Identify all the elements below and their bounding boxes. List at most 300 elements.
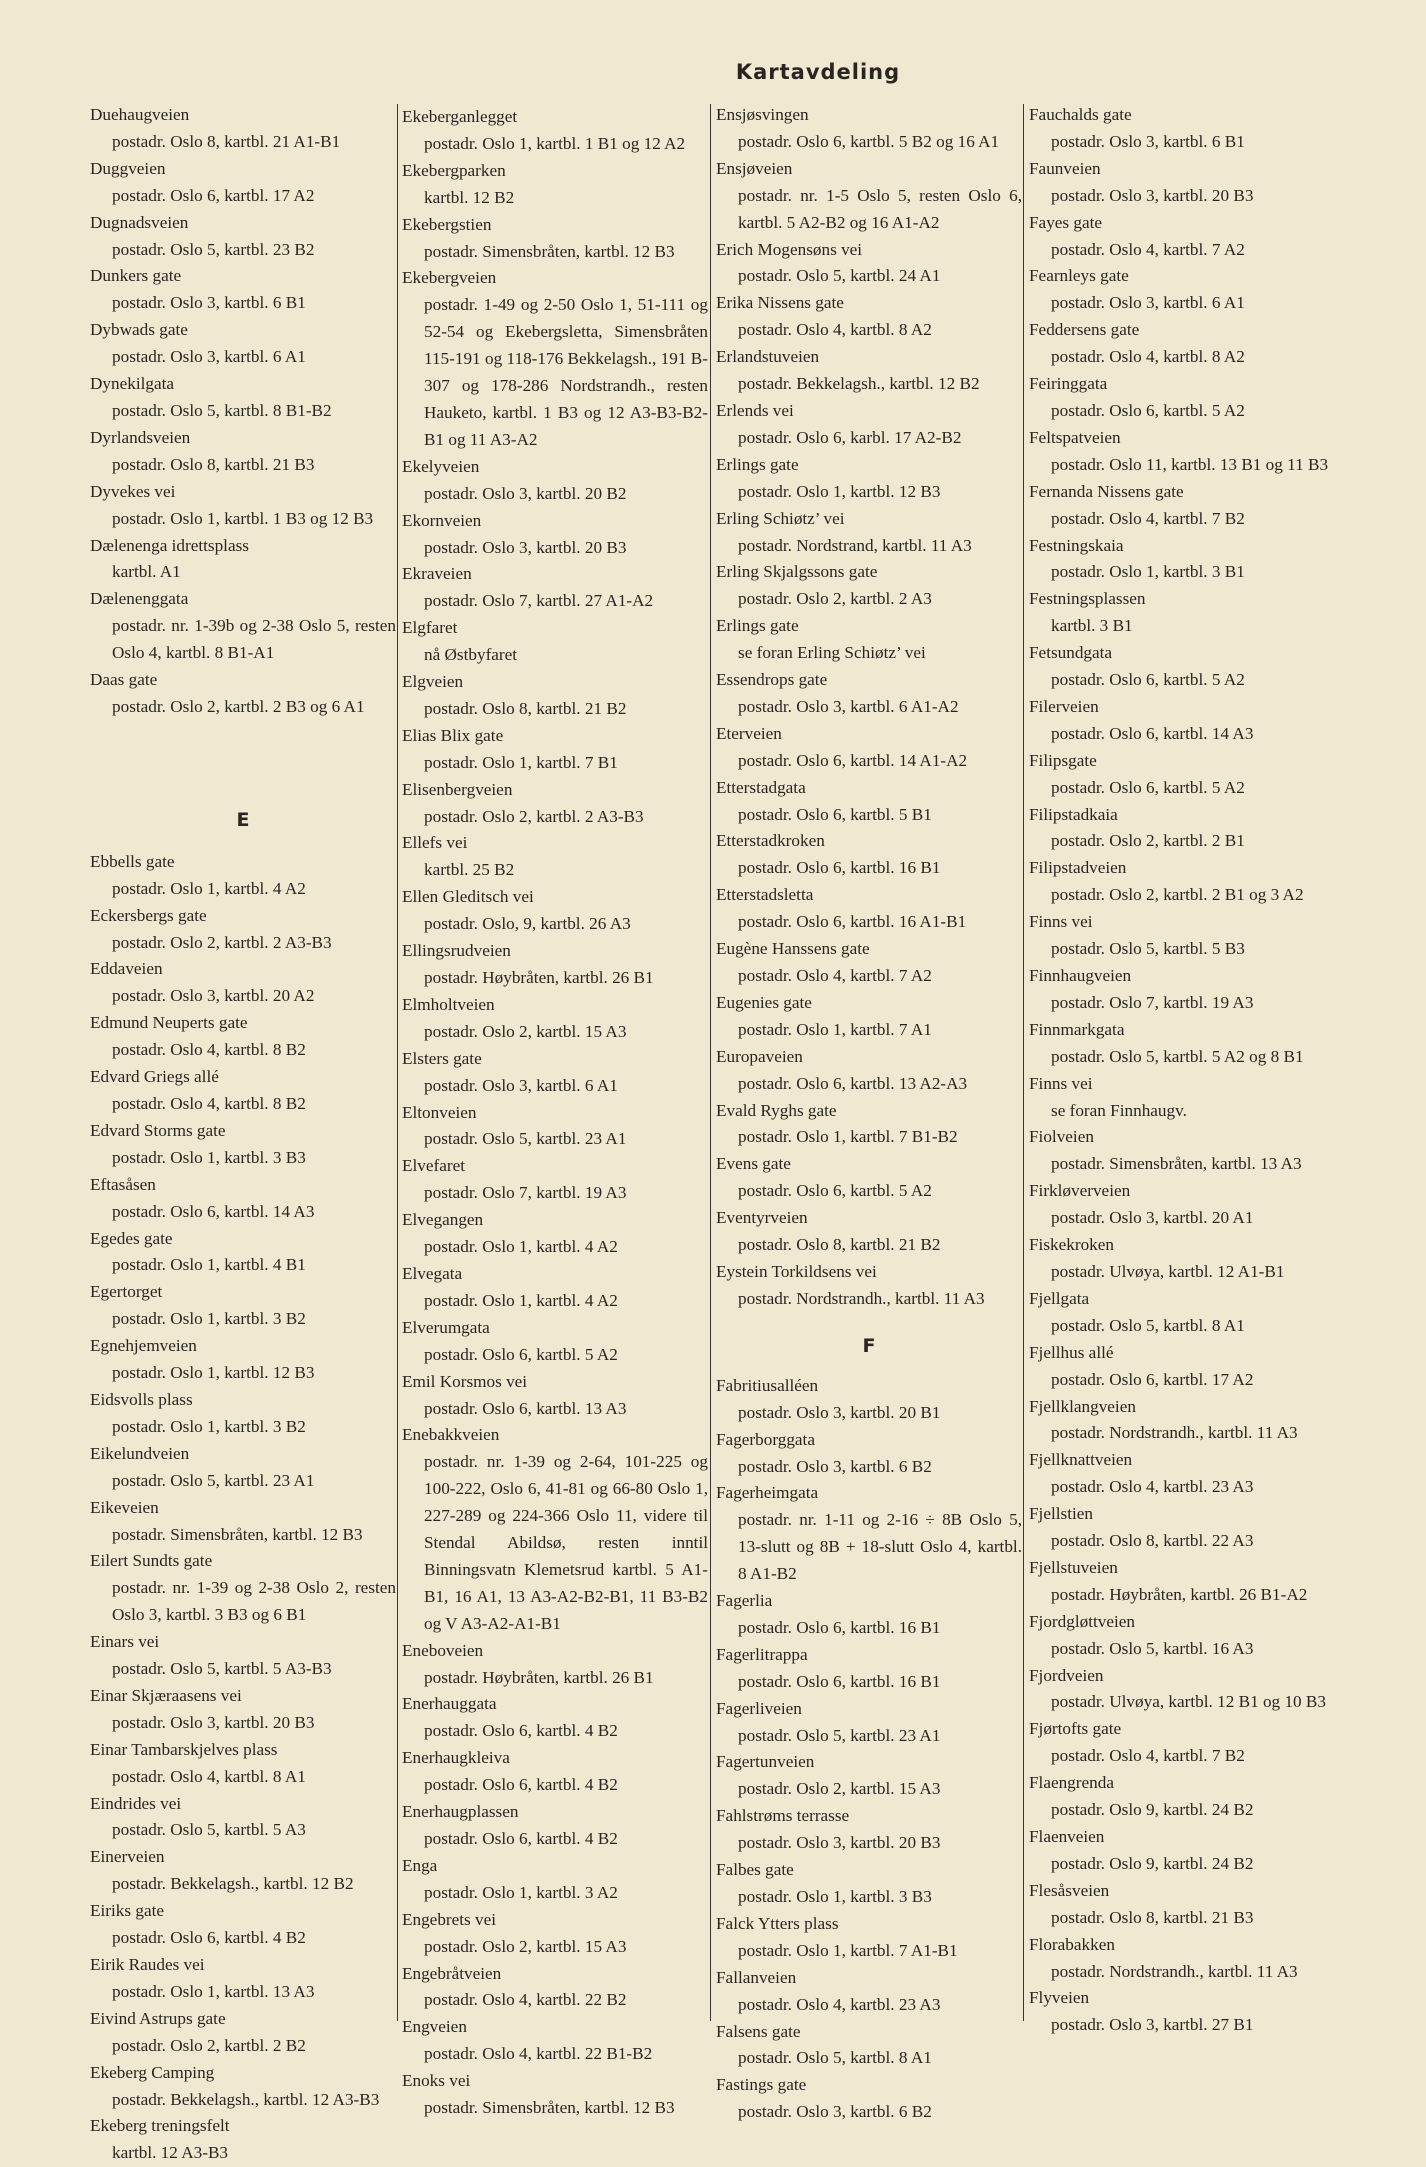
street-details: postadr. Simensbråten, kartbl. 13 A3 bbox=[1051, 1154, 1302, 1174]
street-details: postadr. Oslo 8, kartbl. 21 B2 bbox=[738, 1235, 941, 1255]
street-entry bbox=[716, 1749, 1022, 1803]
street-entry bbox=[1029, 640, 1335, 694]
street-name: Daas gate bbox=[90, 670, 158, 690]
street-entry bbox=[716, 2072, 1022, 2126]
street-name: Eivind Astrups gate bbox=[90, 2008, 226, 2028]
street-entry bbox=[1029, 1932, 1335, 1986]
street-entry bbox=[716, 1642, 1022, 1696]
street-name: Europaveien bbox=[716, 1046, 803, 1066]
street-details: postadr. Oslo 6, kartbl. 4 B2 bbox=[424, 1721, 618, 1741]
street-details: postadr. Oslo 3, kartbl. 6 A1 bbox=[1051, 293, 1245, 313]
street-details: postadr. Oslo 1, kartbl. 3 A2 bbox=[424, 1882, 618, 1902]
street-name: Duggveien bbox=[90, 158, 166, 178]
street-entry bbox=[716, 775, 1022, 829]
street-name: Elisenbergveien bbox=[402, 779, 513, 799]
street-entry bbox=[716, 1098, 1022, 1152]
street-name: Fjordgløttveien bbox=[1029, 1611, 1135, 1631]
street-entry bbox=[90, 2060, 396, 2114]
street-name: Egnehjemveien bbox=[90, 1336, 197, 1356]
street-details: postadr. Oslo 1, kartbl. 3 B3 bbox=[112, 1147, 306, 1167]
street-name: Erlings gate bbox=[716, 616, 799, 636]
street-name: Festningskaia bbox=[1029, 535, 1124, 555]
street-name: Fauchalds gate bbox=[1029, 105, 1132, 124]
street-details: postadr. Oslo 3, kartbl. 27 B1 bbox=[1051, 2015, 1254, 2035]
street-name: Filipstadkaia bbox=[1029, 804, 1118, 824]
street-entry bbox=[716, 721, 1022, 775]
street-entry bbox=[716, 1427, 1022, 1481]
street-entry bbox=[716, 1480, 1022, 1588]
street-details: postadr. Oslo 5, kartbl. 8 B1-B2 bbox=[112, 400, 332, 420]
street-name: Einar Skjæraasens vei bbox=[90, 1685, 242, 1705]
street-details: postadr. Nordstrandh., kartbl. 11 A3 bbox=[1051, 1423, 1298, 1443]
street-details: postadr. Oslo 6, kartbl. 5 A2 bbox=[1051, 777, 1245, 797]
street-entry bbox=[402, 508, 708, 562]
street-entry bbox=[402, 1315, 708, 1369]
street-entry bbox=[402, 723, 708, 777]
street-entry bbox=[90, 371, 396, 425]
street-entry bbox=[1029, 371, 1335, 425]
street-name: Faunveien bbox=[1029, 158, 1101, 178]
street-details: postadr. Oslo 4, kartbl. 7 B2 bbox=[1051, 1746, 1245, 1766]
street-details: postadr. Høybråten, kartbl. 26 B1 bbox=[424, 968, 654, 987]
street-name: Dyrlandsveien bbox=[90, 427, 191, 447]
street-name: Feltspatveien bbox=[1029, 427, 1121, 447]
street-details: postadr. Oslo 6, kartbl. 5 A2 bbox=[738, 1181, 932, 1201]
street-entry bbox=[90, 1952, 396, 2006]
street-name: Etterstadsletta bbox=[716, 885, 814, 905]
street-entry bbox=[1029, 102, 1335, 156]
street-details: postadr. nr. 1-11 og 2-16 ÷ 8B Oslo 5, 13-slutt og 8B + 18-slutt Oslo 4, kartbl. 8 A1-B2 bbox=[738, 1510, 1022, 1584]
street-details: postadr. Oslo 3, kartbl. 20 B3 bbox=[738, 1833, 941, 1853]
street-name: Ekebergstien bbox=[402, 214, 492, 234]
street-entry bbox=[1029, 909, 1335, 963]
street-details: postadr. Oslo 1, kartbl. 1 B3 og 12 B3 bbox=[112, 508, 374, 528]
street-entry bbox=[90, 903, 396, 957]
street-entry bbox=[716, 2019, 1022, 2073]
street-entry bbox=[1029, 425, 1335, 479]
street-details: postadr. Oslo 6, kartbl. 5 A2 bbox=[1051, 400, 1245, 420]
street-entry bbox=[716, 1965, 1022, 2019]
street-details: postadr. Oslo 2, kartbl. 2 A3 bbox=[738, 589, 932, 609]
street-entry bbox=[402, 1046, 708, 1100]
street-entry bbox=[90, 1898, 396, 1952]
street-name: Fagerheimgata bbox=[716, 1483, 819, 1503]
street-name: Fjørtofts gate bbox=[1029, 1719, 1122, 1739]
street-details: postadr. Oslo 6, kartbl. 5 B2 og 16 A1 bbox=[738, 131, 1000, 151]
street-details: postadr. Oslo 3, kartbl. 6 A1-A2 bbox=[738, 696, 959, 716]
street-entry bbox=[1029, 1071, 1335, 1125]
street-details: postadr. Oslo 6, kartbl. 4 B2 bbox=[424, 1829, 618, 1848]
street-details: nå Østbyfaret bbox=[424, 645, 518, 665]
street-name: Eiriks gate bbox=[90, 1901, 164, 1921]
street-details: kartbl. 12 A3-B3 bbox=[112, 2143, 229, 2163]
street-name: Erlings gate bbox=[716, 454, 799, 474]
column-rule bbox=[710, 104, 711, 2021]
street-name: Ellefs vei bbox=[402, 833, 468, 853]
street-entry bbox=[1029, 1340, 1335, 1394]
street-details: postadr. Oslo 5, kartbl. 8 A1 bbox=[1051, 1315, 1245, 1335]
street-details: postadr. Simensbråten, kartbl. 12 B3 bbox=[112, 1524, 363, 1544]
street-name: Ekeberg Camping bbox=[90, 2062, 215, 2082]
street-name: Fahlstrøms terrasse bbox=[716, 1806, 850, 1826]
street-entry bbox=[402, 2068, 708, 2122]
street-details: postadr. Oslo 5, kartbl. 24 A1 bbox=[738, 266, 941, 286]
street-details: postadr. Oslo 4, kartbl. 8 A2 bbox=[738, 320, 932, 340]
street-name: Eidsvolls plass bbox=[90, 1389, 193, 1409]
street-name: Fjellstuveien bbox=[1029, 1557, 1118, 1577]
street-details: postadr. Oslo 6, kartbl. 16 B1 bbox=[738, 858, 941, 878]
street-name: Elvegata bbox=[402, 1263, 463, 1283]
street-details: postadr. Bekkelagsh., kartbl. 12 A3-B3 bbox=[112, 2089, 380, 2109]
street-entry bbox=[402, 561, 708, 615]
street-details: postadr. Oslo 1, kartbl. 13 A3 bbox=[112, 1981, 315, 2001]
street-details: postadr. Oslo 1, kartbl. 3 B1 bbox=[1051, 562, 1245, 582]
street-name: Egertorget bbox=[90, 1282, 163, 1302]
street-entry bbox=[716, 667, 1022, 721]
street-details: postadr. Nordstrand, kartbl. 11 A3 bbox=[738, 535, 972, 555]
street-entry bbox=[402, 1369, 708, 1423]
street-name: Flaengrenda bbox=[1029, 1773, 1114, 1793]
street-entry bbox=[716, 1373, 1022, 1427]
street-details: kartbl. 12 B2 bbox=[424, 187, 515, 207]
street-details: postadr. nr. 1-5 Oslo 5, resten Oslo 6, kartbl. 5 A2-B2 og 16 A1-A2 bbox=[738, 185, 1022, 232]
street-entry bbox=[90, 1683, 396, 1737]
street-name: Enebakkveien bbox=[402, 1425, 500, 1445]
street-entry bbox=[402, 1691, 708, 1745]
street-name: Enoks vei bbox=[402, 2071, 471, 2091]
street-name: Feiringgata bbox=[1029, 374, 1108, 394]
street-name: Eckersbergs gate bbox=[90, 905, 207, 925]
street-entry bbox=[90, 533, 396, 587]
street-entry bbox=[716, 398, 1022, 452]
street-details: postadr. Oslo 6, kartbl. 14 A1-A2 bbox=[738, 750, 968, 770]
street-entry bbox=[716, 1588, 1022, 1642]
street-entry bbox=[90, 1172, 396, 1226]
street-details: postadr. Oslo 6, kartbl. 17 A2 bbox=[112, 185, 315, 205]
street-entry bbox=[1029, 855, 1335, 909]
street-details: postadr. Oslo 2, kartbl. 15 A3 bbox=[738, 1779, 941, 1799]
street-name: Filipsgate bbox=[1029, 750, 1097, 770]
street-entry bbox=[716, 344, 1022, 398]
street-entry bbox=[1029, 1878, 1335, 1932]
street-name: Fayes gate bbox=[1029, 212, 1103, 232]
street-details: postadr. Oslo 8, kartbl. 21 B3 bbox=[1051, 1907, 1254, 1927]
street-details: postadr. Oslo 8, kartbl. 21 A1-B1 bbox=[112, 131, 341, 151]
street-name: Engebråtveien bbox=[402, 1963, 502, 1983]
street-name: Flyveien bbox=[1029, 1988, 1090, 2008]
street-entry bbox=[716, 452, 1022, 506]
street-details: postadr. Oslo 4, kartbl. 8 B2 bbox=[112, 1094, 306, 1113]
street-details: postadr. Oslo 3, kartbl. 20 A1 bbox=[1051, 1208, 1254, 1228]
street-name: Firkløverveien bbox=[1029, 1181, 1131, 1201]
street-details: postadr. Nordstrandh., kartbl. 11 A3 bbox=[738, 1288, 985, 1308]
street-entry bbox=[402, 777, 708, 831]
street-entry bbox=[1029, 1394, 1335, 1448]
street-details: postadr. Oslo 3, kartbl. 20 B3 bbox=[112, 1712, 315, 1732]
street-entry bbox=[402, 615, 708, 669]
street-name: Ekelyveien bbox=[402, 456, 480, 476]
street-name: Eikeveien bbox=[90, 1497, 159, 1517]
street-name: Essendrops gate bbox=[716, 670, 828, 690]
street-name: Fiskekroken bbox=[1029, 1235, 1114, 1255]
street-details: postadr. Oslo 3, kartbl. 20 A2 bbox=[112, 986, 315, 1006]
street-name: Finnmarkgata bbox=[1029, 1019, 1125, 1039]
index-column-3 bbox=[716, 102, 1022, 2126]
street-details: postadr. Oslo 5, kartbl. 5 A3 bbox=[112, 1820, 306, 1840]
street-name: Enerhaugplassen bbox=[402, 1802, 519, 1822]
street-entry bbox=[90, 1064, 396, 1118]
street-entry bbox=[402, 1100, 708, 1154]
street-entry bbox=[1029, 1663, 1335, 1717]
street-entry bbox=[716, 1857, 1022, 1911]
street-name: Etterstadgata bbox=[716, 777, 806, 797]
street-entry bbox=[1029, 802, 1335, 856]
street-name: Ekebergveien bbox=[402, 268, 497, 288]
street-name: Erlandstuveien bbox=[716, 347, 820, 367]
street-name: Dunkers gate bbox=[90, 266, 182, 286]
index-column-4 bbox=[1029, 102, 1335, 2039]
street-details: postadr. Oslo 1, kartbl. 3 B2 bbox=[112, 1309, 306, 1329]
street-entry bbox=[90, 317, 396, 371]
street-name: Evald Ryghs gate bbox=[716, 1100, 837, 1120]
street-name: Flesåsveien bbox=[1029, 1880, 1110, 1900]
street-entry bbox=[1029, 1824, 1335, 1878]
street-details: postadr. Oslo 3, kartbl. 6 B2 bbox=[738, 2102, 932, 2122]
street-details: postadr. Oslo 3, kartbl. 6 B1 bbox=[1051, 131, 1245, 151]
street-details: postadr. Oslo 1, kartbl. 7 B1 bbox=[424, 752, 618, 772]
street-entry bbox=[402, 2014, 708, 2068]
street-entry bbox=[1029, 533, 1335, 587]
street-details: postadr. Oslo 6, kartbl. 4 B2 bbox=[112, 1928, 306, 1948]
street-name: Fjellhus allé bbox=[1029, 1342, 1114, 1362]
street-details: postadr. Oslo 7, kartbl. 19 A3 bbox=[424, 1183, 627, 1203]
street-entry bbox=[90, 1226, 396, 1280]
street-details: postadr. Oslo 5, kartbl. 5 A2 og 8 B1 bbox=[1051, 1046, 1304, 1066]
street-name: Elgveien bbox=[402, 672, 464, 692]
street-name: Finnhaugveien bbox=[1029, 966, 1132, 985]
street-entry bbox=[716, 1205, 1022, 1259]
street-details: postadr. Oslo 1, kartbl. 3 B3 bbox=[738, 1887, 932, 1906]
street-details: postadr. Oslo 6, kartbl. 4 B2 bbox=[424, 1775, 618, 1795]
street-entry bbox=[1029, 1770, 1335, 1824]
street-details: postadr. Oslo 6, kartbl. 13 A2-A3 bbox=[738, 1073, 968, 1093]
street-name: Elsters gate bbox=[402, 1048, 482, 1068]
street-name: Eneboveien bbox=[402, 1640, 484, 1660]
street-name: Etterstadkroken bbox=[716, 831, 825, 851]
street-details: postadr. Oslo 1, kartbl. 3 B2 bbox=[112, 1416, 306, 1436]
street-details: postadr. Oslo 4, kartbl. 7 A2 bbox=[1051, 239, 1245, 259]
street-entry bbox=[1029, 1124, 1335, 1178]
street-details: postadr. Oslo 3, kartbl. 6 B1 bbox=[112, 293, 306, 313]
street-entry bbox=[402, 454, 708, 508]
street-entry bbox=[716, 506, 1022, 560]
street-entry bbox=[90, 1629, 396, 1683]
street-entry bbox=[716, 102, 1022, 156]
street-name: Ekebergparken bbox=[402, 160, 506, 180]
street-name: Edmund Neuperts gate bbox=[90, 1013, 248, 1033]
street-name: Eindrides vei bbox=[90, 1793, 182, 1813]
street-name: Eystein Torkildsens vei bbox=[716, 1261, 877, 1281]
street-details: postadr. Oslo 4, kartbl. 8 A2 bbox=[1051, 347, 1245, 367]
street-name: Ebbells gate bbox=[90, 851, 175, 871]
street-name: Dugnadsveien bbox=[90, 212, 189, 232]
street-details: postadr. nr. 1-39 og 2-64, 101-225 og 100-222, Oslo 6, 41-81 og 66-80 Oslo 1, 227-289 og 224-366 Oslo 11, videre til Stendal Abildsø, resten inntil Binningsvatn Klemetsrud kartbl. 5 A1-B1, 16 A1, 13 A3-A2-B2-B1, 11 B3-B2 og V A3-A2-A1-B1 bbox=[424, 1452, 708, 1633]
street-entry bbox=[1029, 963, 1335, 1017]
street-name: Edvard Griegs allé bbox=[90, 1067, 219, 1087]
street-details: postadr. Oslo 7, kartbl. 19 A3 bbox=[1051, 992, 1254, 1012]
street-name: Finns vei bbox=[1029, 912, 1093, 932]
street-details: postadr. Oslo 6, kartbl. 16 A1-B1 bbox=[738, 912, 967, 932]
street-name: Erling Schiøtz’ vei bbox=[716, 508, 845, 528]
street-name: Dyvekes vei bbox=[90, 481, 176, 501]
street-name: Enerhauggata bbox=[402, 1694, 497, 1714]
street-entry bbox=[90, 479, 396, 533]
street-entry bbox=[402, 104, 708, 158]
street-name: Fabritiusalléen bbox=[716, 1375, 819, 1395]
street-details: postadr. Oslo 5, kartbl. 23 A1 bbox=[424, 1129, 627, 1149]
street-details: postadr. Oslo 6, kartbl. 16 B1 bbox=[738, 1671, 941, 1691]
street-name: Eddaveien bbox=[90, 959, 163, 979]
street-details: postadr. Bekkelagsh., kartbl. 12 B2 bbox=[112, 1874, 354, 1894]
street-entry bbox=[402, 992, 708, 1046]
street-details: postadr. Oslo 2, kartbl. 2 B1 bbox=[1051, 831, 1245, 851]
street-name: Fearnleys gate bbox=[1029, 266, 1129, 286]
street-details: postadr. Oslo 5, kartbl. 23 A1 bbox=[738, 1725, 941, 1745]
street-details: postadr. Oslo 5, kartbl. 23 B2 bbox=[112, 239, 315, 259]
street-entry bbox=[90, 425, 396, 479]
street-entry bbox=[402, 1207, 708, 1261]
street-name: Falbes gate bbox=[716, 1860, 794, 1880]
street-entry bbox=[90, 2113, 396, 2167]
street-name: Fjellgata bbox=[1029, 1288, 1090, 1308]
street-name: Fjellstien bbox=[1029, 1504, 1093, 1524]
street-name: Elgfaret bbox=[402, 618, 458, 638]
street-details: postadr. Oslo 6, kartbl. 13 A3 bbox=[424, 1398, 627, 1418]
street-details: postadr. Oslo 6, kartbl. 17 A2 bbox=[1051, 1369, 1254, 1389]
street-entry bbox=[90, 2006, 396, 2060]
street-entry bbox=[90, 1791, 396, 1845]
street-details: postadr. Oslo 2, kartbl. 2 B1 og 3 A2 bbox=[1051, 885, 1304, 905]
street-name: Enga bbox=[402, 1855, 438, 1875]
street-entry bbox=[402, 1907, 708, 1961]
street-name: Elmholtveien bbox=[402, 994, 495, 1014]
street-details: postadr. Simensbråten, kartbl. 12 B3 bbox=[424, 2098, 675, 2118]
street-name: Dynekilgata bbox=[90, 374, 174, 394]
street-entry bbox=[90, 1495, 396, 1549]
street-details: postadr. Oslo 1, kartbl. 4 B1 bbox=[112, 1255, 306, 1275]
street-entry bbox=[90, 1737, 396, 1791]
street-details: postadr. Oslo 4, kartbl. 8 A1 bbox=[112, 1766, 306, 1786]
street-entry bbox=[90, 849, 396, 903]
street-entry bbox=[716, 290, 1022, 344]
street-details: postadr. Oslo 3, kartbl. 20 B2 bbox=[424, 483, 627, 503]
street-details: postadr. Oslo 2, kartbl. 2 B2 bbox=[112, 2035, 306, 2055]
street-details: postadr. Oslo 1, kartbl. 12 B3 bbox=[112, 1363, 315, 1383]
street-details: postadr. Oslo 5, kartbl. 5 B3 bbox=[1051, 939, 1245, 959]
street-name: Fagerlia bbox=[716, 1591, 773, 1611]
street-details: postadr. Oslo 3, kartbl. 20 B1 bbox=[738, 1402, 941, 1422]
street-entry bbox=[1029, 586, 1335, 640]
street-entry bbox=[90, 1333, 396, 1387]
column-rule bbox=[1023, 104, 1024, 2021]
street-name: Festningsplassen bbox=[1029, 589, 1146, 609]
index-column-2 bbox=[402, 104, 708, 2122]
street-details: postadr. Oslo 3, kartbl. 6 A1 bbox=[112, 347, 306, 367]
street-name: Eugenies gate bbox=[716, 992, 812, 1012]
section-letter: F bbox=[862, 1334, 876, 1357]
street-details: postadr. Oslo 3, kartbl. 20 B3 bbox=[424, 537, 627, 557]
street-entry bbox=[1029, 1447, 1335, 1501]
street-entry bbox=[402, 938, 708, 992]
street-details: postadr. Oslo 4, kartbl. 7 A2 bbox=[738, 966, 932, 985]
street-entry bbox=[90, 1010, 396, 1064]
street-details: postadr. Oslo 2, kartbl. 15 A3 bbox=[424, 1021, 627, 1041]
street-entry bbox=[1029, 1232, 1335, 1286]
street-name: Erich Mogensøns vei bbox=[716, 239, 863, 259]
street-name: Ekeberganlegget bbox=[402, 107, 518, 126]
street-entry bbox=[90, 102, 396, 156]
street-details: postadr. Oslo 4, kartbl. 23 A3 bbox=[1051, 1477, 1254, 1497]
street-name: Flaenveien bbox=[1029, 1827, 1105, 1846]
street-details: postadr. Oslo 5, kartbl. 8 A1 bbox=[738, 2048, 932, 2068]
street-details: postadr. Oslo 6, kartbl. 16 B1 bbox=[738, 1617, 941, 1637]
street-entry bbox=[1029, 1286, 1335, 1340]
street-name: Fjellklangveien bbox=[1029, 1396, 1136, 1416]
street-entry bbox=[402, 1853, 708, 1907]
street-name: Filipstadveien bbox=[1029, 858, 1127, 878]
street-entry bbox=[716, 828, 1022, 882]
street-entry bbox=[1029, 156, 1335, 210]
street-details: postadr. Oslo 4, kartbl. 8 B2 bbox=[112, 1040, 306, 1060]
street-entry bbox=[1029, 1985, 1335, 2039]
street-name: Ekeberg treningsfelt bbox=[90, 2116, 230, 2136]
street-details: postadr. Oslo 2, kartbl. 2 A3-B3 bbox=[112, 932, 332, 952]
street-name: Erika Nissens gate bbox=[716, 293, 844, 313]
street-entry bbox=[90, 1844, 396, 1898]
street-entry bbox=[90, 156, 396, 210]
street-name: Ensjøveien bbox=[716, 158, 793, 178]
street-name: Dælenenga idrettsplass bbox=[90, 535, 249, 555]
street-name: Dybwads gate bbox=[90, 320, 188, 340]
street-details: postadr. Oslo 5, kartbl. 23 A1 bbox=[112, 1470, 315, 1490]
street-entry bbox=[716, 936, 1022, 990]
street-entry bbox=[402, 1261, 708, 1315]
street-entry bbox=[716, 990, 1022, 1044]
street-entry bbox=[1029, 694, 1335, 748]
street-entry bbox=[402, 158, 708, 212]
street-details: postadr. Oslo 6, kartbl. 5 A2 bbox=[1051, 670, 1245, 690]
street-name: Ellen Gleditsch vei bbox=[402, 887, 534, 907]
street-details: postadr. Oslo 2, kartbl. 15 A3 bbox=[424, 1936, 627, 1956]
street-details: postadr. Oslo 6, kartbl. 5 A2 bbox=[424, 1344, 618, 1364]
street-details: postadr. Oslo 1, kartbl. 1 B1 og 12 A2 bbox=[424, 133, 686, 153]
street-details: postadr. Oslo 6, kartbl. 14 A3 bbox=[112, 1201, 315, 1221]
street-name: Emil Korsmos vei bbox=[402, 1371, 528, 1391]
street-details: postadr. Oslo 8, kartbl. 21 B2 bbox=[424, 698, 627, 718]
street-name: Erlends vei bbox=[716, 400, 794, 420]
street-details: se foran Finnhaugv. bbox=[1051, 1100, 1187, 1120]
street-entry bbox=[402, 830, 708, 884]
street-details: postadr. Oslo 5, kartbl. 16 A3 bbox=[1051, 1638, 1254, 1658]
column-rule bbox=[397, 104, 398, 2021]
street-entry bbox=[402, 1153, 708, 1207]
street-name: Einar Tambarskjelves plass bbox=[90, 1739, 278, 1759]
street-entry bbox=[402, 884, 708, 938]
street-name: Eugène Hanssens gate bbox=[716, 939, 870, 959]
street-details: postadr. Oslo 4, kartbl. 22 B1-B2 bbox=[424, 2044, 653, 2064]
street-name: Fiolveien bbox=[1029, 1127, 1094, 1147]
street-entry bbox=[1029, 479, 1335, 533]
